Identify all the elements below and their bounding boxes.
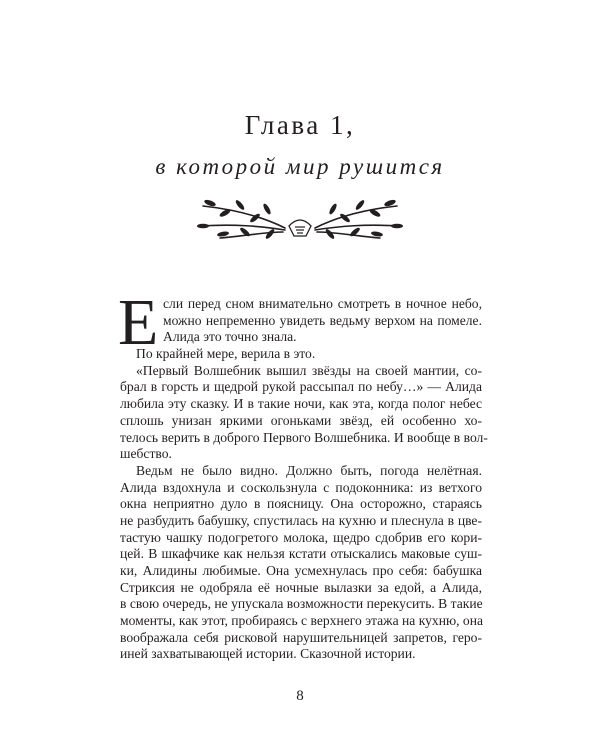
text-line: шебство.	[120, 446, 172, 462]
text-line: сплошь унизан яркими огоньками звёзд, ей особенно хо-	[120, 412, 482, 428]
text-line: Алида это точно знала.	[163, 329, 297, 345]
text-line: воображала себя рисковой нарушительницей запретов, геро-	[120, 629, 482, 645]
text-line: не разбудить бабушку, спустилась на кухню и плеснула в цве-	[120, 512, 482, 528]
chapter-subtitle: в которой мир рушится	[155, 154, 445, 179]
text-line: брал в горсть и щедрой рукой рассыпал по небу…» — Алида	[120, 379, 482, 395]
text-line: Алида вздохнула и соскользнула с подоконника: из ветхого	[120, 479, 482, 495]
text-line: любила эту сказку. И в такие ночи, как эта, когда полог небес	[120, 396, 482, 412]
text-line: окна неприятно дуло в поясницу. Она осторожно, стараясь	[120, 496, 482, 512]
text-line: «Первый Волшебник вышил звёзды на своей мантии, со-	[136, 362, 482, 378]
leafy-branches-ornament-icon	[195, 196, 405, 240]
chapter-body-text	[118, 286, 488, 663]
text-line: Стриксия не одобряла её ночные вылазки за едой, а Алида,	[120, 579, 482, 595]
text-line: сли перед сном внимательно смотреть в ночное небо,	[163, 296, 482, 311]
text-line: цей. В шкафчике как нельзя кстати отыскались маковые суш-	[120, 546, 482, 562]
text-line: телось верить в доброго Первого Волшебника. И вообще в вол-	[120, 429, 488, 445]
text-line: Ведьм не было видно. Должно быть, погода нелётная.	[136, 462, 482, 478]
chapter-title: Глава 1,	[244, 110, 356, 140]
text-line: ки, Алидины любимые. Она усмехнулась про себя: бабушка	[120, 563, 482, 578]
text-line: в свою очередь, не упускала возможности перекусить. В такие	[120, 596, 483, 612]
text-line: По крайней мере, верила в это.	[136, 346, 316, 362]
text-line: можно непременно увидеть ведьму верхом на помеле.	[163, 312, 482, 328]
text-line: тастую чашку подогретого молока, щедро сдобрив его кори-	[120, 529, 482, 545]
text-line: моменты, как этот, пробираясь с верхнего этажа на кухню, она	[120, 613, 484, 629]
text-line: иней захватывающей истории. Сказочной истории.	[120, 646, 416, 662]
drop-cap: Е	[118, 286, 159, 359]
page-number: 8	[296, 688, 304, 704]
